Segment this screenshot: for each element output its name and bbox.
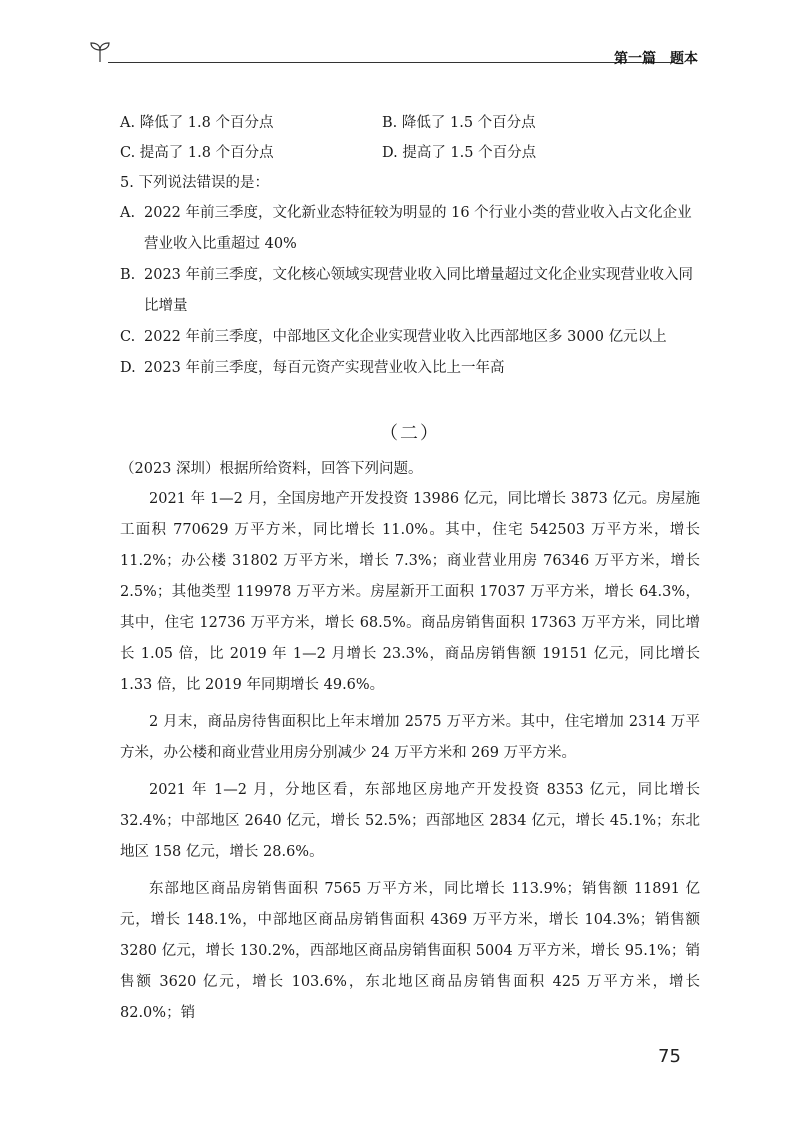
q5-option-b — [120, 260, 700, 322]
q5-stem: 5. 下列说法错误的是： — [120, 175, 269, 191]
q5-option-text: 2023 年前三季度，文化核心领域实现营业收入同比增量超过文化企业实现营业收入同比增量 — [144, 267, 694, 314]
q5-option-label: D. — [120, 360, 136, 376]
section-intro: （2023 深圳）根据所给资料，回答下列问题。 — [120, 461, 423, 477]
q4-options-row-2 — [120, 138, 700, 168]
q5-option-text: 2022 年前三季度，文化新业态特征较为明显的 16 个行业小类的营业收入占文化企业营业收入比重超过 40% — [144, 205, 692, 252]
sprout-icon — [88, 40, 112, 64]
q4-option-c: C. 提高了 1.8 个百分点 — [120, 145, 274, 161]
q5-option-text: 2023 年前三季度，每百元资产实现营业收入比上一年高 — [144, 360, 505, 376]
q5-option-a — [120, 198, 700, 260]
q5-option-label: B. — [120, 267, 136, 283]
q5-option-label: A. — [120, 205, 136, 221]
q4-option-b: B. 降低了 1.5 个百分点 — [382, 115, 536, 131]
chapter-title: 第一篇 题本 — [614, 51, 698, 67]
material-paragraph: 2 月末，商品房待售面积比上年末增加 2575 万平方米。其中，住宅增加 2314 万平方米，办公楼和商业营业用房分别减少 24 万平方米和 269 万平方米。 — [120, 714, 700, 761]
material-paragraph: 2021 年 1—2 月，分地区看，东部地区房地产开发投资 8353 亿元，同比增长 32.4%；中部地区 2640 亿元，增长 52.5%；西部地区 2834 亿元，增长 45.1%；东北地区 158 亿元，增长 28.6%。 — [120, 782, 700, 860]
q5-option-text: 2022 年前三季度，中部地区文化企业实现营业收入比西部地区多 3000 亿元以上 — [144, 329, 667, 345]
section-title: （二） — [380, 423, 440, 444]
q4-option-a: A. 降低了 1.8 个百分点 — [120, 115, 274, 131]
q4-option-d: D. 提高了 1.5 个百分点 — [382, 145, 537, 161]
header-rule — [108, 62, 673, 63]
q4-options-row-1 — [120, 108, 700, 138]
page-content — [120, 108, 700, 1035]
q5-option-label: C. — [120, 329, 136, 345]
q5-option-c — [120, 322, 700, 353]
material-paragraph: 东部地区商品房销售面积 7565 万平方米，同比增长 113.9%；销售额 11891 亿元，增长 148.1%，中部地区商品房销售面积 4369 万平方米，增长 104.3%；销售额 3280 亿元，增长 130.2%，西部地区商品房销售面积 5004 万平方米，增长 95.1%；销售额 3620 亿元，增长 103.6%，东北地区商品房销售面积 425 万平方米，增长 82.0%；销 — [120, 881, 700, 1021]
material-paragraph: 2021 年 1—2 月，全国房地产开发投资 13986 亿元，同比增长 3873 亿元。房屋施工面积 770629 万平方米，同比增长 11.0%。其中，住宅 542503 万平方米，增长 11.2%；办公楼 31802 万平方米，增长 7.3%；商业营业用房 76346 万平方米，增长 2.5%；其他类型 119978 万平方米。房屋新开工面积 17037 万平方米，增长 64.3%，其中，住宅 12736 万平方米，增长 68.5%。商品房销售面积 17363 万平方米，同比增长 1.05 倍，比 2019 年 1—2 月增长 23.3%，商品房销售额 19151 亿元，同比增长 1.33 倍，比 2019 年同期增长 49.6%。 — [120, 491, 700, 693]
q5-option-d — [120, 353, 700, 384]
page-number: 75 — [658, 1046, 681, 1067]
page-header — [88, 40, 698, 80]
